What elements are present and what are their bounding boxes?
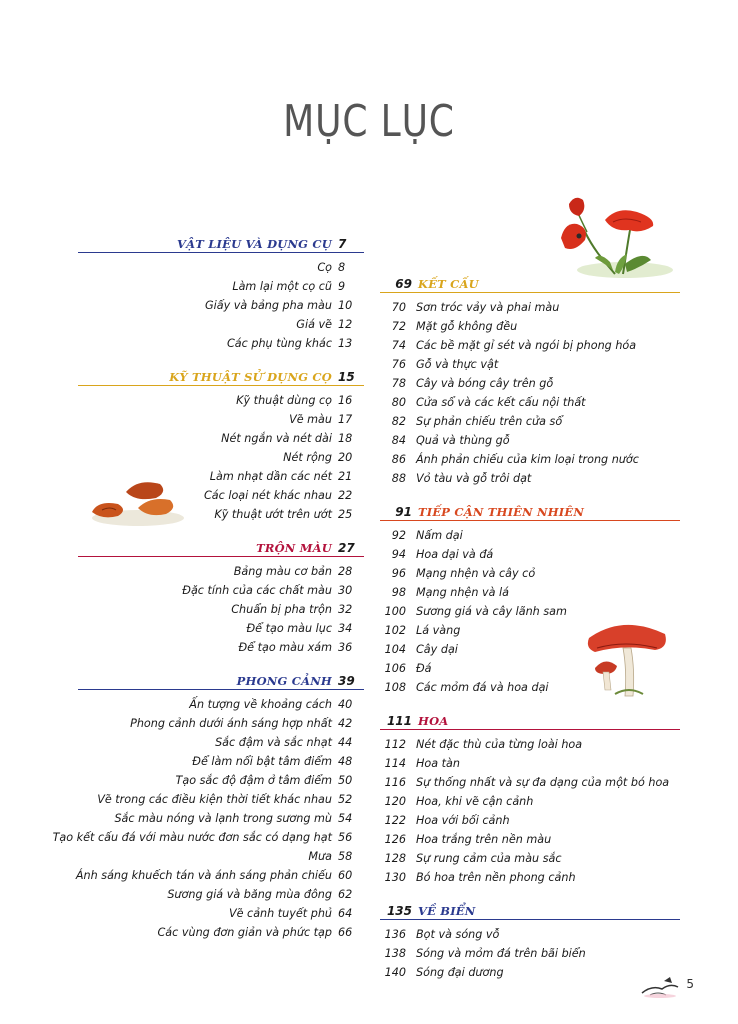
toc-entry-label: Các vùng đơn giản và phức tạp [157,926,332,939]
toc-entry-label: Sương giá và cây lãnh sam [416,605,567,618]
toc-entry-label: Vẽ màu [289,413,332,426]
toc-entry-label: Vỏ tàu và gỗ trôi dạt [416,472,532,485]
toc-entry-page: 22 [338,489,353,502]
toc-entry-label: Các bề mặt gỉ sét và ngói bị phong hóa [416,339,637,352]
toc-entry[interactable] [380,355,680,374]
toc-entry-page: 122 [384,814,406,827]
toc-entry-page: 80 [391,396,406,409]
toc-entry-page: 28 [338,565,353,578]
toc-entry-page: 52 [338,793,353,806]
toc-entry-page: 104 [384,643,406,656]
toc-entry-label: Hoa trắng trên nền màu [416,833,552,846]
toc-entry-label: Các loại nét khác nhau [203,489,332,502]
toc-entry-label: Phong cảnh dưới ánh sáng hợp nhất [130,717,332,730]
toc-entry-label: Làm nhạt dần các nét [209,470,332,483]
toc-entry-page: 102 [384,624,406,637]
section-page-number: 39 [338,674,355,688]
toc-entry-page: 120 [384,795,406,808]
toc-entry[interactable] [380,336,680,355]
toc-entry-label: Vẽ trong các điều kiện thời tiết khác nhau [97,793,332,806]
toc-entry-page: 42 [338,717,353,730]
section-heading [78,365,364,386]
toc-entry-label: Bó hoa trên nền phong cảnh [416,871,576,884]
toc-entry-page: 138 [384,947,406,960]
toc-entry-label: Bọt và sóng vỗ [416,928,500,941]
toc-entry-page: 48 [338,755,353,768]
toc-entry[interactable] [78,448,364,467]
toc-entry[interactable] [78,809,364,828]
toc-entry-label: Giấy và bảng pha màu [205,299,332,312]
section-page-number: 111 [386,714,412,728]
toc-entry-label: Hoa với bối cảnh [416,814,510,827]
toc-entry[interactable] [380,773,680,792]
toc-entry[interactable] [380,583,680,602]
toc-entry-page: 56 [338,831,353,844]
toc-entry[interactable] [78,638,364,657]
toc-entry[interactable] [380,298,680,317]
red-mushroom-illustration [585,620,670,702]
toc-entry[interactable] [380,545,680,564]
section-heading [78,232,364,253]
toc-entry-page: 16 [338,394,353,407]
toc-entry-label: Kỹ thuật ướt trên ướt [214,508,332,521]
toc-entry-label: Sơn tróc vảy và phai màu [416,301,560,314]
toc-entry-page: 86 [391,453,406,466]
section-title: VẬT LIỆU VÀ DỤNG CỤ [177,237,332,251]
toc-entry-page: 36 [338,641,353,654]
poppy-illustration [555,192,675,284]
toc-entry-label: Để tạo màu xám [238,641,332,654]
toc-entry-label: Để làm nổi bật tâm điểm [192,755,332,768]
toc-entry[interactable] [380,317,680,336]
toc-entry-label: Sự phản chiếu trên cửa sổ [416,415,563,428]
toc-entry-page: 74 [391,339,406,352]
toc-entry-page: 30 [338,584,353,597]
toc-entry-label: Cây và bóng cây trên gỗ [416,377,554,390]
toc-entry[interactable] [380,925,680,944]
toc-entry-label: Tạo sắc độ đậm ở tâm điểm [175,774,332,787]
toc-entry-page: 96 [391,567,406,580]
toc-entry-label: Sương giá và băng mùa đông [167,888,332,901]
section-heading [78,536,364,557]
toc-entry-page: 100 [384,605,406,618]
section-page-number: 69 [395,277,412,291]
toc-entry-label: Sự rung cảm của màu sắc [416,852,562,865]
toc-entry[interactable] [380,431,680,450]
toc-entry[interactable] [380,602,680,621]
toc-entry[interactable] [78,923,364,942]
toc-entry-page: 64 [338,907,353,920]
section-heading [78,669,364,690]
section-title: HOA [418,714,449,728]
section-page-number: 7 [338,237,347,251]
section-heading [380,899,680,920]
toc-entry-label: Các phụ tùng khác [226,337,332,350]
toc-entry-page: 25 [338,508,353,521]
toc-entry[interactable] [380,830,680,849]
toc-entry-label: Cọ [317,261,332,274]
toc-entry-page: 12 [338,318,353,331]
toc-entry-page: 136 [384,928,406,941]
page-title: MỤC LỤC [283,96,455,147]
toc-entry-label: Nét ngắn và nét dài [221,432,332,445]
toc-entry-page: 40 [338,698,353,711]
toc-entry-label: Gỗ và thực vật [416,358,499,371]
toc-entry[interactable] [78,581,364,600]
toc-entry-page: 108 [384,681,406,694]
toc-entry-page: 140 [384,966,406,979]
toc-entry-page: 84 [391,434,406,447]
toc-entry-page: 106 [384,662,406,675]
toc-entry[interactable] [78,714,364,733]
section-page-number: 27 [338,541,355,555]
toc-entry-page: 88 [391,472,406,485]
toc-entry-label: Đá [416,662,432,675]
toc-entry[interactable] [380,754,680,773]
toc-entry[interactable] [78,752,364,771]
toc-entry[interactable] [380,868,680,887]
toc-entry-label: Bảng màu cơ bản [233,565,332,578]
section-title: PHONG CẢNH [236,674,332,688]
toc-entry-page: 44 [338,736,353,749]
toc-entry-page: 126 [384,833,406,846]
toc-left-column [52,232,364,942]
toc-entry-label: Sắc đậm và sắc nhạt [215,736,332,749]
toc-entry[interactable] [380,374,680,393]
toc-entry-page: 112 [384,738,406,751]
toc-entry-page: 18 [338,432,353,445]
toc-entry-page: 70 [391,301,406,314]
section-heading [380,500,680,521]
decorative-sketch-icon [640,975,680,999]
mushroom-caps-illustration [88,470,188,530]
toc-entry-label: Sắc màu nóng và lạnh trong sương mù [114,812,332,825]
section-title: VỀ BIỂN [418,904,476,918]
toc-entry[interactable] [78,885,364,904]
toc-entry-page: 82 [391,415,406,428]
toc-entry-label: Hoa tàn [416,757,461,770]
toc-entry-page: 76 [391,358,406,371]
toc-entry-page: 62 [338,888,353,901]
toc-entry-page: 116 [384,776,406,789]
toc-entry[interactable] [78,277,364,296]
toc-entry-label: Tạo kết cấu đá với màu nước đơn sắc có dạng hạt [52,831,332,844]
toc-entry-page: 34 [338,622,353,635]
toc-entry[interactable] [380,811,680,830]
toc-entry-page: 130 [384,871,406,884]
toc-entry-label: Sóng và mỏm đá trên bãi biển [416,947,586,960]
toc-entry[interactable] [380,564,680,583]
toc-entry-label: Mạng nhện và cây cỏ [416,567,536,580]
toc-entry-label: Sự thống nhất và sự đa dạng của một bó hoa [416,776,670,789]
toc-entry-page: 114 [384,757,406,770]
section-page-number: 135 [386,904,412,918]
toc-entry[interactable] [78,315,364,334]
toc-entry[interactable] [380,963,680,982]
toc-entry-label: Lá vàng [416,624,461,637]
toc-entry[interactable] [78,695,364,714]
toc-entry-label: Quả và thùng gỗ [416,434,510,447]
toc-entry-page: 21 [338,470,353,483]
toc-entry-label: Nấm dại [416,529,463,542]
toc-entry[interactable] [380,735,680,754]
toc-entry-page: 78 [391,377,406,390]
toc-entry-label: Cửa sổ và các kết cấu nội thất [416,396,586,409]
toc-entry-label: Vẽ cảnh tuyết phủ [228,907,332,920]
toc-entry-label: Các mỏm đá và hoa dại [416,681,549,694]
toc-entry-page: 20 [338,451,353,464]
toc-entry-label: Ấn tượng về khoảng cách [189,698,332,711]
toc-entry[interactable] [78,600,364,619]
toc-entry-label: Giá vẽ [296,318,332,331]
toc-entry-page: 92 [391,529,406,542]
toc-entry[interactable] [75,866,364,885]
section-title: TRỘN MÀU [256,541,332,555]
toc-entry-label: Sóng đại dương [416,966,504,979]
section-heading [380,709,680,730]
toc-entry-label: Nét đặc thù của từng loài hoa [416,738,583,751]
toc-entry[interactable] [380,469,680,488]
toc-entry[interactable] [78,334,364,353]
toc-entry[interactable] [380,849,680,868]
toc-entry-page: 17 [338,413,353,426]
toc-entry[interactable] [380,944,680,963]
toc-entry[interactable] [380,412,680,431]
toc-entry-page: 66 [338,926,353,939]
toc-entry[interactable] [78,733,364,752]
toc-entry-label: Mưa [308,850,332,863]
toc-entry-label: Đặc tính của các chất màu [182,584,332,597]
toc-entry[interactable] [78,847,364,866]
toc-entry[interactable] [78,790,364,809]
toc-entry-page: 72 [391,320,406,333]
toc-entry-page: 58 [338,850,353,863]
toc-entry-page: 50 [338,774,353,787]
toc-entry[interactable] [78,619,364,638]
section-title: TIẾP CẬN THIÊN NHIÊN [418,505,585,519]
section-page-number: 15 [338,370,355,384]
toc-entry[interactable] [380,526,680,545]
toc-entry-label: Chuẩn bị pha trộn [231,603,332,616]
toc-entry[interactable] [78,562,364,581]
toc-entry-label: Hoa, khi vẽ cận cảnh [416,795,534,808]
toc-entry-page: 54 [338,812,353,825]
toc-entry[interactable] [78,904,364,923]
toc-entry[interactable] [78,258,364,277]
toc-entry[interactable] [78,296,364,315]
toc-entry-page: 13 [338,337,353,350]
toc-entry-page: 32 [338,603,353,616]
toc-entry[interactable] [380,792,680,811]
toc-entry-label: Nét rộng [283,451,332,464]
toc-entry[interactable] [380,450,680,469]
toc-entry-label: Kỹ thuật dùng cọ [236,394,332,407]
toc-entry[interactable] [52,828,364,847]
toc-entry[interactable] [78,771,364,790]
toc-entry-page: 94 [391,548,406,561]
toc-entry[interactable] [78,429,364,448]
toc-entry-label: Mặt gỗ không đều [416,320,518,333]
toc-entry-label: Làm lại một cọ cũ [232,280,332,293]
section-title: KẾT CẤU [418,277,479,291]
toc-entry-label: Cây dại [416,643,458,656]
toc-entry[interactable] [380,393,680,412]
toc-entry[interactable] [78,391,364,410]
toc-entry-page: 60 [338,869,353,882]
section-page-number: 91 [395,505,412,519]
toc-entry-page: 8 [338,261,346,274]
toc-entry-page: 128 [384,852,406,865]
toc-entry[interactable] [78,410,364,429]
section-title: KỸ THUẬT SỬ DỤNG CỌ [169,370,332,384]
toc-entry-label: Mạng nhện và lá [416,586,509,599]
toc-entry-page: 10 [338,299,353,312]
toc-entry-label: Ánh sáng khuếch tán và ánh sáng phản chiếu [75,869,332,882]
toc-entry-label: Hoa dại và đá [416,548,494,561]
toc-entry-page: 9 [338,280,346,293]
page-number: 5 [686,977,694,991]
toc-entry-page: 98 [391,586,406,599]
toc-entry-label: Ánh phản chiếu của kim loại trong nước [416,453,639,466]
toc-entry-label: Để tạo màu lục [246,622,332,635]
